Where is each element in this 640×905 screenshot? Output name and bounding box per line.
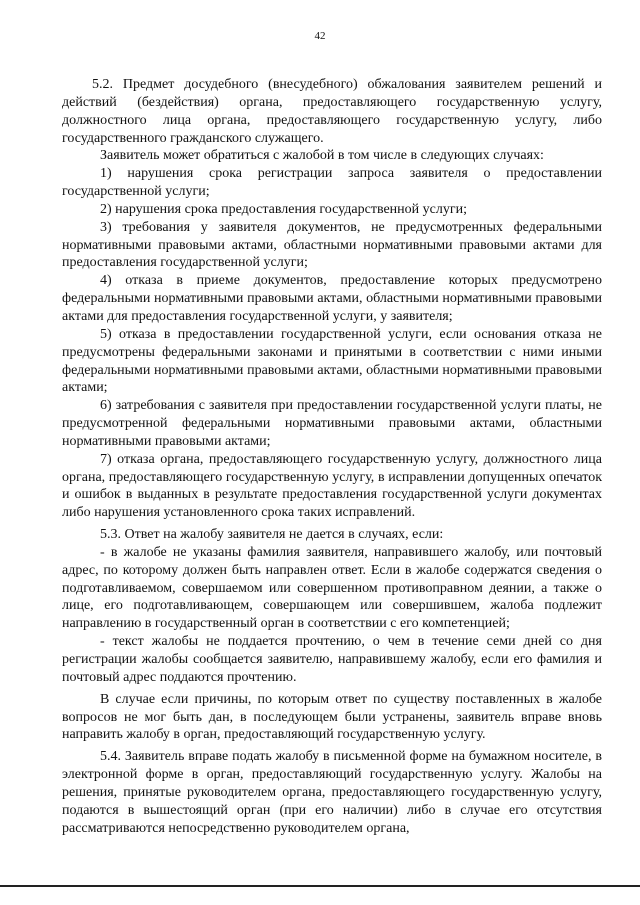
list-item-3: 3) требования у заявителя документов, не предусмотренных федеральными нормативными правовыми актами, областными нормативными правовыми актами для предоставления государственной услуги; [62,219,602,271]
paragraph-intro: Заявитель может обратиться с жалобой в том числе в следующих случаях: [100,148,544,164]
list-item-2: 2) нарушения срока предоставления государственной услуги; [100,201,467,217]
bottom-rule [0,885,640,887]
paragraph-5-3: 5.3. Ответ на жалобу заявителя не дается в случаях, если: [100,527,444,543]
paragraph-5-2: 5.2. Предмет досудебного (внесудебного) обжалования заявителем решений и действий (бездействия) органа, предоставляющего государственную услугу, должностного лица органа, предоставляющего государственную услугу, либо государственного гражданского служащего. [62,77,602,146]
document-body [62,76,602,837]
list-item-5: 5) отказа в предоставлении государственной услуги, если основания отказа не предусмотрены федеральными законами и принятыми в соответствии с ними иными федеральными нормативными правовыми актами, областными нормативными правовыми актами; [62,326,602,396]
page-number: 42 [314,30,326,42]
list-item-6: 6) затребования с заявителя при предоставлении государственной услуги платы, не предусмотренной федеральными нормативными правовыми актами, областными нормативными правовыми актами; [62,398,602,449]
list-item-7: 7) отказа органа, предоставляющего государственную услугу, должностного лица органа, предоставляющего государственную услугу, в исправлении допущенных опечаток и ошибок в выданных в результате предоставления государственной услуги документах либо нарушения установленного срока таких исправлений. [62,451,602,521]
paragraph-5-4: 5.4. Заявитель вправе подать жалобу в письменной форме на бумажном носителе, в электронной форме в орган, предоставляющий государственную услугу. Жалобы на решения, принятые руководителем органа, предоставляющего государственную услугу, подаются в вышестоящий орган (при его наличии) либо в случае его отсутствия рассматриваются непосредственно руководителем органа, [62,749,602,836]
dash-item-2: - текст жалобы не поддается прочтению, о чем в течение семи дней со дня регистрации жалобы сообщается заявителю, направившему жалобу, если его фамилия и почтовый адрес поддаются прочтению. [62,634,602,685]
paragraph-retry: В случае если причины, по которым ответ по существу поставленных в жалобе вопросов не мог быть дан, в последующем были устранены, заявитель вправе вновь направить жалобу в орган, предоставляющий государственную услугу. [62,691,602,743]
list-item-1: 1) нарушения срока регистрации запроса заявителя о предоставлении государственной услуги; [62,166,602,200]
dash-item-1: - в жалобе не указаны фамилия заявителя, направившего жалобу, или почтовый адрес, по которому должен быть направлен ответ. Если в жалобе содержатся сведения о подготавливаемом, совершаемом или совершенном противоправном деянии, а также о лице, его подготавливающем, совершающем или совершившем, жалоба подлежит направлению в государственный орган в соответствии с его компетенцией; [62,544,602,632]
list-item-4: 4) отказа в приеме документов, предоставление которых предусмотрено федеральными нормативными правовыми актами, областными нормативными правовыми актами для предоставления государственной услуги, у заявителя; [62,273,602,324]
